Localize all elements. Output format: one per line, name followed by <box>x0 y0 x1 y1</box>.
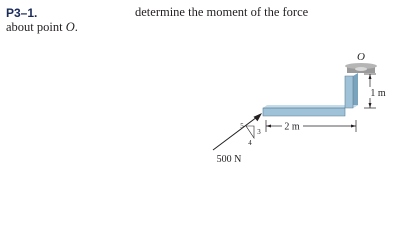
slope-rise-label: 3 <box>257 128 261 136</box>
problem-point-label: O <box>65 20 75 34</box>
slope-hypotenuse-label: 5 <box>240 122 244 130</box>
dimension-2m <box>266 120 356 132</box>
slope-triangle <box>246 126 254 138</box>
fixed-support <box>345 63 377 73</box>
force-arrow <box>213 113 262 150</box>
problem-statement-line1: determine the moment of the force <box>135 5 309 19</box>
slope-run-label: 4 <box>248 139 252 147</box>
problem-number: P3–1. <box>6 6 38 20</box>
force-label: 500 N <box>216 154 242 165</box>
point-o-label: O <box>357 51 365 63</box>
problem-statement-prefix: about point <box>6 20 66 34</box>
problem-statement-suffix: . <box>74 20 78 34</box>
dimension-2m-label: 2 m <box>284 121 300 133</box>
l-shaped-member <box>263 73 358 116</box>
dimension-1m-label: 1 m <box>370 88 386 99</box>
